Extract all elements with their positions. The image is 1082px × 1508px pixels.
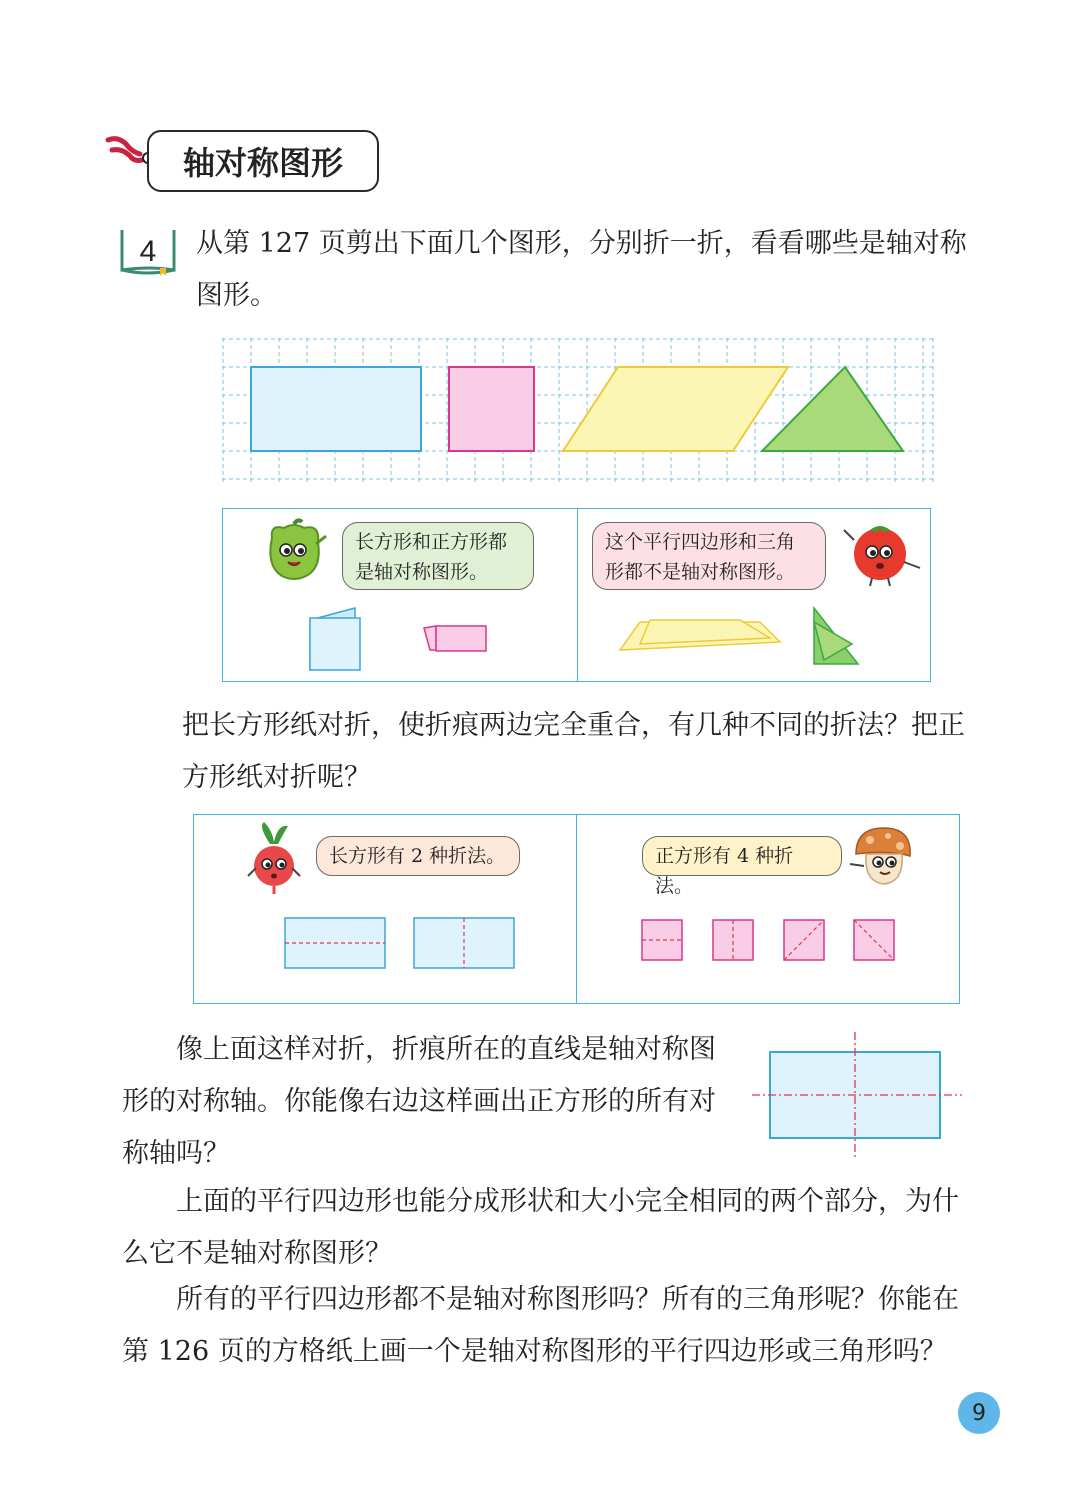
axis-paragraph-line1: 像上面这样对折，折痕所在的直线是轴对称图 (176, 1034, 716, 1065)
radish-speech-bubble: 长方形有 2 种折法。 (316, 836, 520, 876)
rectangle-shape (251, 367, 421, 451)
tomato-speech-bubble: 这个平行四边形和三角 形都不是轴对称图形。 (592, 522, 826, 590)
mushroom-character-icon (848, 824, 916, 890)
pepper-character-icon (262, 518, 328, 584)
problem-number-badge (118, 226, 178, 278)
fold-question-line2: 方形纸对折呢？ (182, 762, 371, 793)
mushroom-speech-bubble: 正方形有 4 种折法。 (642, 836, 842, 876)
parallelogram-question-line1: 上面的平行四边形也能分成形状和大小完全相同的两个部分，为什 (176, 1186, 959, 1217)
folded-shapes (300, 600, 870, 676)
shape-grid (222, 338, 934, 482)
square-shape (449, 367, 534, 451)
problem-text-line2: 图形。 (196, 280, 277, 311)
parallelogram-shape (563, 367, 788, 451)
problem-number: 4 (139, 235, 157, 268)
folded-triangle (814, 608, 858, 664)
square-diagonal-fold-2 (854, 920, 894, 960)
square-horizontal-fold (642, 920, 682, 960)
section-title: 轴对称图形 (147, 130, 379, 192)
page-number: 9 (958, 1392, 1000, 1434)
axis-paragraph-line2: 形的对称轴。你能像右边这样画出正方形的所有对 (122, 1086, 716, 1117)
fold-method-diagrams (280, 914, 900, 974)
parallelogram-question-line2: 么它不是轴对称图形？ (122, 1238, 392, 1269)
tomato-character-icon (836, 516, 926, 588)
radish-character-icon (242, 822, 304, 894)
rectangle-horizontal-fold (285, 918, 385, 968)
pepper-speech-bubble: 长方形和正方形都 是轴对称图形。 (342, 522, 534, 590)
folded-parallelogram (620, 620, 780, 650)
square-vertical-fold (713, 920, 753, 960)
rectangle-vertical-fold (414, 918, 514, 968)
rectangle-axes-diagram (750, 1032, 964, 1162)
folded-rectangle (310, 608, 360, 670)
problem-text-line1: 从第 127 页剪出下面几个图形，分别折一折，看看哪些是轴对称 (196, 228, 967, 259)
final-question-line2: 第 126 页的方格纸上画一个是轴对称图形的平行四边形或三角形吗？ (122, 1336, 947, 1367)
square-diagonal-fold-1 (784, 920, 824, 960)
final-question-line1: 所有的平行四边形都不是轴对称图形吗？所有的三角形呢？你能在 (176, 1284, 959, 1315)
folded-square (424, 626, 486, 651)
axis-paragraph-line3: 称轴吗？ (122, 1138, 230, 1169)
fold-question-line1: 把长方形纸对折，使折痕两边完全重合，有几种不同的折法？把正 (182, 710, 965, 741)
